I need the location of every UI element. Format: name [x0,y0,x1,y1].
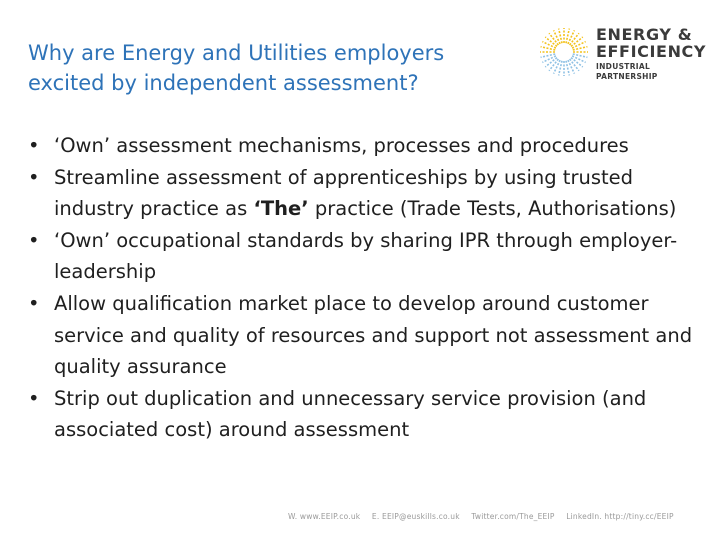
sun-ray [541,47,556,50]
bullet-item [28,288,698,383]
footer-linkedin: LinkedIn. http://tiny.cc/EEIP [566,512,674,521]
bullet-item [28,383,698,446]
footer-twitter: Twitter.com/The_EEIP [471,512,555,521]
sun-ray [566,29,569,44]
bullet-dot: • [28,228,40,252]
logo-text [596,26,706,82]
sun-ray [559,61,562,76]
bullet-text: ‘Own’ occupational standards by sharing IPR through employer-leadership [54,228,678,284]
sun-ray [573,47,588,50]
sun-ray [559,29,562,44]
bullet-text: Streamline assessment of apprenticeships by using trusted industry practice as [54,165,634,221]
bullet-dot: • [28,386,40,410]
bullet-item [28,162,698,225]
bullet-text: ‘Own’ assessment mechanisms, processes and procedures [54,134,629,157]
footer-email: E. EEIP@euskills.co.uk [371,512,460,521]
sun-ray [566,61,569,76]
slide-title [28,38,508,98]
eeip-logo [534,18,707,90]
bullet-list [28,130,698,446]
bullet-text: Allow qualification market place to develop around customer service and quality of resources and support not assessment and quality assurance [54,291,693,379]
bullet-item [28,225,698,288]
title-line-1: Why are Energy and Utilities employers [28,41,445,65]
footer-web: W. www.EEIP.co.uk [288,512,361,521]
sun-burst-icon [534,18,594,90]
logo-line-3: INDUSTRIAL PARTNERSHIP [596,62,658,81]
bullet-dot: • [28,165,40,189]
bullet-dot: • [28,134,40,157]
logo-line-2: EFFICIENCY [596,42,707,61]
bullet-text: Strip out duplication and unnecessary service provision (and associated cost) around assessment [54,386,647,442]
bullet-dot: • [28,291,40,315]
bullet-item [28,130,698,162]
bullet-text: practice (Trade Tests, Authorisations) [308,197,677,221]
title-line-2: excited by independent assessment? [28,71,419,95]
footer [288,512,718,521]
bullet-text-bold: ‘The’ [253,197,309,221]
logo-line-1: ENERGY & [596,25,693,44]
sun-ray [541,54,556,57]
sun-ray [573,54,588,57]
